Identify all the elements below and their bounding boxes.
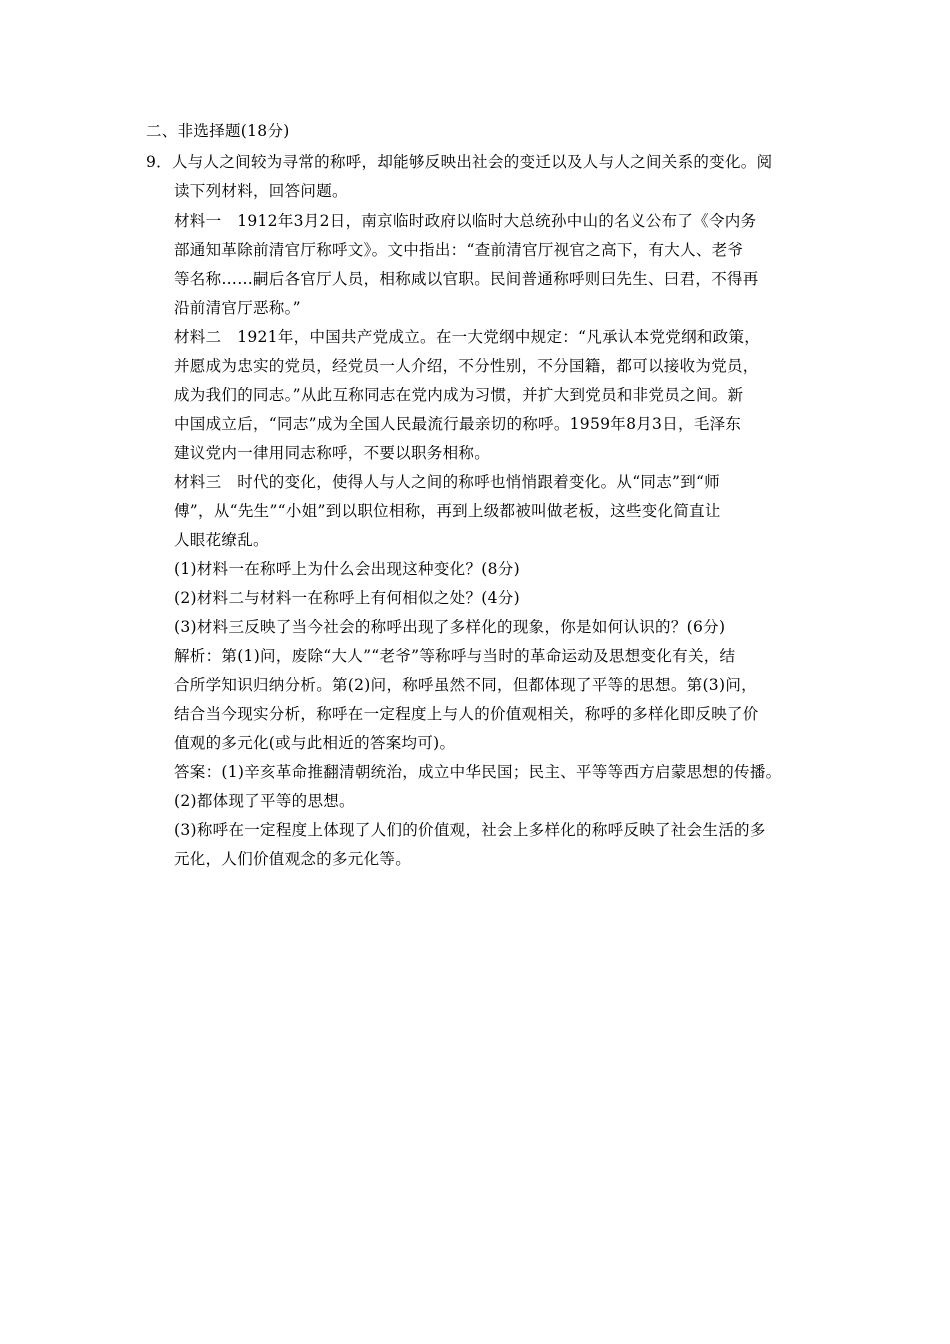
answer-line-2: (2)都体现了平等的思想。 bbox=[174, 792, 355, 810]
answer-line-3: (3)称呼在一定程度上体现了人们的价值观，社会上多样化的称呼反映了社会生活的多 bbox=[174, 821, 766, 839]
answer-line-4: 元化，人们价值观念的多元化等。 bbox=[174, 850, 412, 868]
material1-line-1: 材料一 1912年3月2日，南京临时政府以临时大总统孙中山的名义公布了《令内务 bbox=[174, 212, 757, 230]
material2-line-1: 材料二 1921年，中国共产党成立。在一大党纲中规定：“凡承认本党党纲和政策， bbox=[174, 328, 761, 346]
analysis-line-3: 结合当今现实分析，称呼在一定程度上与人的价值观相关，称呼的多样化即反映了价 bbox=[174, 705, 759, 723]
sub-question-1: (1)材料一在称呼上为什么会出现这种变化？(8分) bbox=[174, 560, 520, 578]
answer-line-1: 答案：(1)辛亥革命推翻清朝统治，成立中华民国；民主、平等等西方启蒙思想的传播。 bbox=[174, 763, 782, 781]
material1-line-3: 等名称……嗣后各官厅人员，相称咸以官职。民间普通称呼则曰先生、曰君，不得再 bbox=[174, 270, 759, 288]
question-stem-line-2: 读下列材料，回答问题。 bbox=[174, 182, 348, 200]
analysis-line-2: 合所学知识归纳分析。第(2)问，称呼虽然不同，但都体现了平等的思想。第(3)问， bbox=[174, 676, 757, 694]
material2-line-5: 建议党内一律用同志称呼，不要以职务相称。 bbox=[174, 444, 491, 462]
material1-line-2: 部通知革除前清官厅称呼文》。文中指出：“查前清官厅视官之高下，有大人、老爷 bbox=[174, 241, 744, 259]
material3-line-2: 傅”，从“先生”“小姐”到以职位相称，再到上级都被叫做老板，这些变化简直让 bbox=[174, 502, 721, 520]
material2-line-4: 中国成立后，“同志”成为全国人民最流行最亲切的称呼。1959年8月3日，毛泽东 bbox=[174, 415, 742, 433]
question-stem-line-1: 9．人与人之间较为寻常的称呼，却能够反映出社会的变迁以及人与人之间关系的变化。阅 bbox=[146, 153, 773, 171]
material1-line-4: 沿前清官厅恶称。” bbox=[174, 299, 301, 317]
sub-question-2: (2)材料二与材料一在称呼上有何相似之处？(4分) bbox=[174, 589, 520, 607]
material3-line-1: 材料三 时代的变化，使得人与人之间的称呼也悄悄跟着变化。从“同志”到“师 bbox=[174, 473, 721, 491]
material2-line-3: 成为我们的同志。”从此互称同志在党内成为习惯，并扩大到党员和非党员之间。新 bbox=[174, 386, 744, 404]
section-heading: 二、非选择题(18分) bbox=[146, 122, 290, 140]
material3-line-3: 人眼花缭乱。 bbox=[174, 531, 269, 549]
analysis-line-4: 值观的多元化(或与此相近的答案均可)。 bbox=[174, 734, 456, 752]
sub-question-3: (3)材料三反映了当今社会的称呼出现了多样化的现象，你是如何认识的？(6分) bbox=[174, 618, 726, 636]
analysis-line-1: 解析：第(1)问，废除“大人”“老爷”等称呼与当时的革命运动及思想变化有关，结 bbox=[174, 647, 736, 665]
material2-line-2: 并愿成为忠实的党员，经党员一人介绍，不分性别，不分国籍，都可以接收为党员， bbox=[174, 357, 759, 375]
